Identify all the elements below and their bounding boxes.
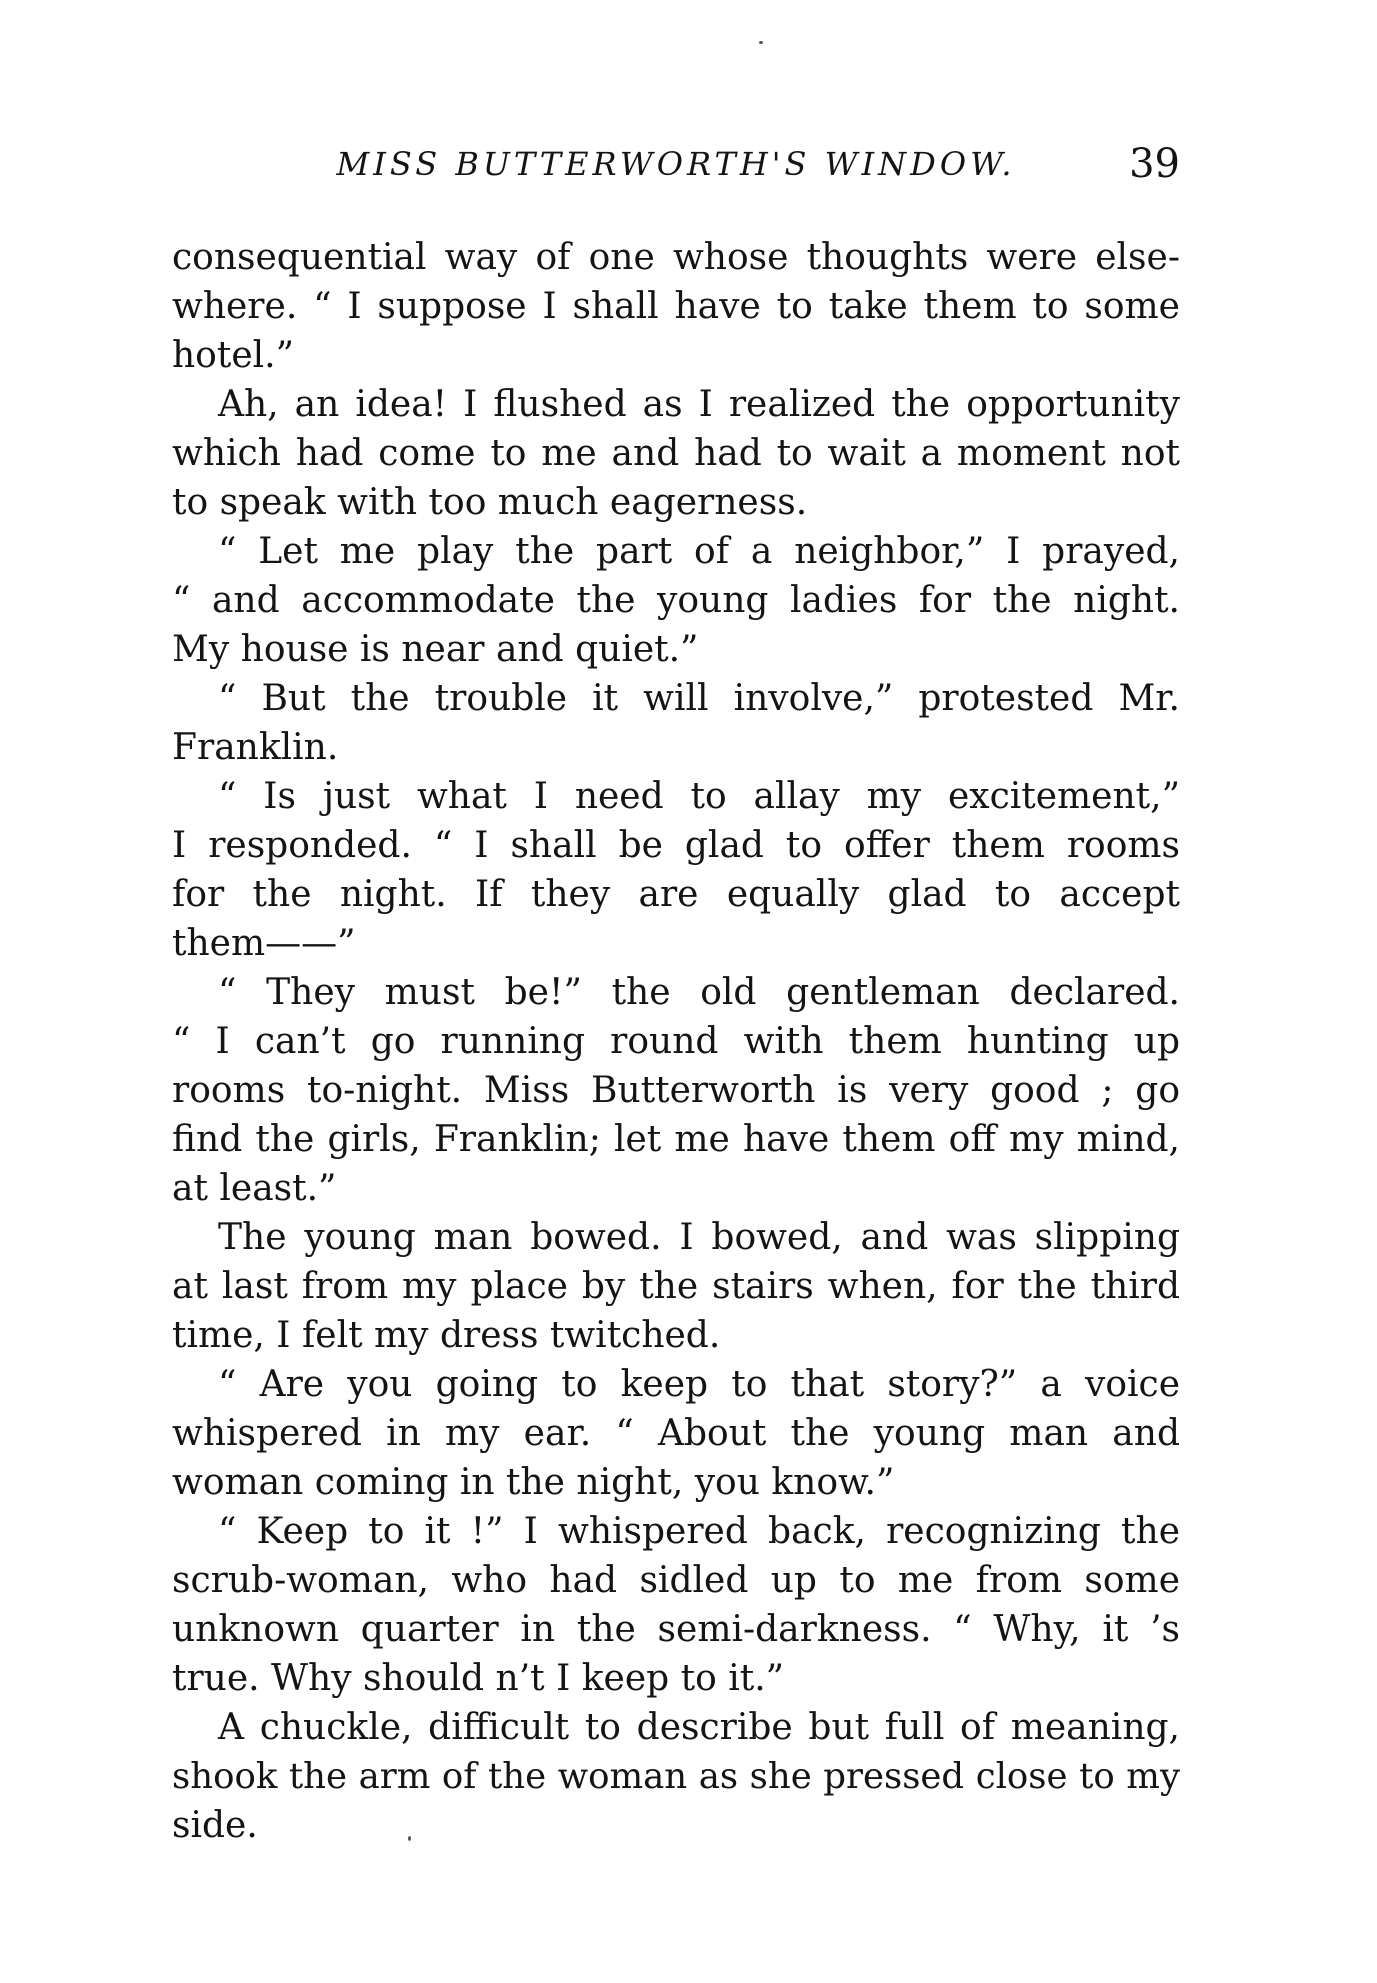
text-line: whispered in my ear. “ About the young man and (172, 1413, 1180, 1454)
running-head-title: MISS BUTTERWORTH'S WINDOW. (336, 145, 1016, 183)
text-line: “ Let me play the part of a neighbor,” I prayed, (218, 531, 1180, 572)
text-line: scrub-woman, who had sidled up to me from some (172, 1560, 1180, 1601)
text-line: true. Why should n’t I keep to it.” (172, 1658, 785, 1699)
text-line: “ Is just what I need to allay my excitement,” (218, 776, 1180, 817)
text-line: at least.” (172, 1168, 337, 1209)
text-line: The young man bowed. I bowed, and was slipping (218, 1217, 1180, 1258)
text-line: “ But the trouble it will involve,” protested Mr. (218, 678, 1180, 719)
text-line: which had come to me and had to wait a moment not (172, 433, 1180, 474)
text-line: them——” (172, 923, 356, 964)
page-number: 39 (1129, 141, 1180, 187)
text-line: woman coming in the night, you know.” (172, 1462, 895, 1503)
text-line: side. (172, 1805, 258, 1846)
text-line: Ah, an idea! I flushed as I realized the opportunity (218, 384, 1180, 425)
text-line: unknown quarter in the semi-darkness. “ Why, it ’s (172, 1609, 1180, 1650)
text-line: to speak with too much eagerness. (172, 482, 808, 523)
text-line: Franklin. (172, 727, 339, 768)
text-line: “ and accommodate the young ladies for the night. (172, 580, 1180, 621)
running-head (172, 138, 1180, 198)
text-line: A chuckle, difficult to describe but full of meaning, (218, 1707, 1180, 1748)
text-line: “ They must be!” the old gentleman declared. (218, 972, 1180, 1013)
text-line: I responded. “ I shall be glad to offer them rooms (172, 825, 1180, 866)
text-line: for the night. If they are equally glad to accept (172, 874, 1180, 915)
text-line: shook the arm of the woman as she pressed close to my (172, 1756, 1180, 1797)
print-speck (408, 1836, 411, 1841)
text-line: “ Keep to it !” I whispered back, recognizing the (218, 1511, 1180, 1552)
text-line: My house is near and quiet.” (172, 629, 699, 670)
text-line: time, I felt my dress twitched. (172, 1315, 721, 1356)
text-line: where. “ I suppose I shall have to take them to some (172, 286, 1180, 327)
text-line: “ Are you going to keep to that story?” a voice (218, 1364, 1180, 1405)
print-speck (759, 41, 763, 44)
text-line: find the girls, Franklin; let me have them off my mind, (172, 1119, 1180, 1160)
text-line: at last from my place by the stairs when, for the third (172, 1266, 1180, 1307)
text-line: rooms to-night. Miss Butterworth is very good ; go (172, 1070, 1180, 1111)
text-line: hotel.” (172, 335, 294, 376)
text-line: consequential way of one whose thoughts were else- (172, 237, 1180, 278)
text-line: “ I can’t go running round with them hunting up (172, 1021, 1180, 1062)
body-text (172, 233, 1180, 1850)
